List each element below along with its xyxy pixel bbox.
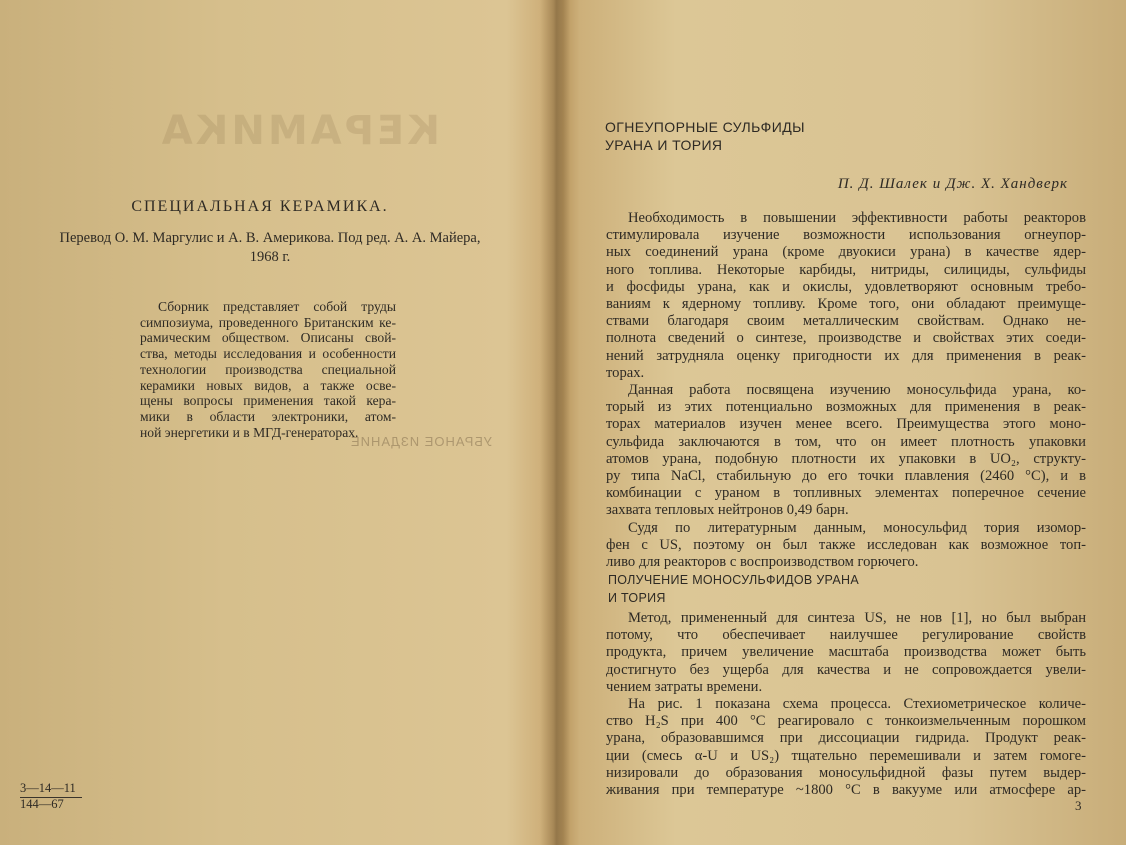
body-line: достигнуто без ущерба для качества и не сопровождается увели- bbox=[606, 661, 1086, 678]
annotation-line: рамическим обществом. Описаны свой- bbox=[140, 330, 396, 346]
body-line: и фосфиды урана, как и окислы, удовлетворяют основным требо- bbox=[606, 278, 1086, 295]
section-heading-line: ПОЛУЧЕНИЕ МОНОСУЛЬФИДОВ УРАНА bbox=[608, 573, 859, 587]
body-line: полнота сведений о синтезе, производстве и свойствах этих соеди- bbox=[606, 330, 1086, 347]
article-authors: П. Д. Шалек и Дж. Х. Хандверк bbox=[837, 176, 1068, 192]
body-line: ру типа NaCl, стабильную до его точки плавления (2460 °C), и в bbox=[606, 468, 1086, 485]
article-section-intro bbox=[606, 210, 1086, 571]
body-line: захвата тепловых нейтронов 0,49 барн. bbox=[606, 502, 849, 519]
annotation-line: керамики новых видов, а также осве- bbox=[140, 377, 396, 393]
body-line: нений затрудняла оценку пригодности их для применения в реак- bbox=[606, 347, 1086, 364]
body-line: Метод, примененный для синтеза US, не нов [1], но был выбран bbox=[628, 610, 1086, 626]
body-line: Судя по литературным данным, моносульфид тория изомор- bbox=[628, 519, 1086, 536]
body-line: ции (смесь α-U и US₂) тщательно перемешивали и затем гомоге- bbox=[606, 747, 1086, 764]
annotation bbox=[140, 299, 396, 440]
body-line: урана, образовавшимся при диссоциации гидрида. Продукт реак- bbox=[606, 730, 1086, 747]
body-line: атомов урана, подобную плотности их упаковки в UO₂, структу- bbox=[606, 450, 1086, 467]
annotation-line: ства, методы исследования и особенности bbox=[140, 346, 396, 362]
article-title bbox=[605, 118, 805, 154]
article-title-line: ОГНЕУПОРНЫЕ СУЛЬФИДЫ bbox=[605, 119, 805, 135]
body-line: ство H₂S при 400 °C реагировало с тонкоизмельченным порошком bbox=[606, 713, 1086, 730]
annotation-line: щены вопросы применения такой кера- bbox=[140, 393, 396, 409]
body-line: На рис. 1 показана схема процесса. Стехиометрическое количе- bbox=[628, 696, 1086, 713]
body-line: живания при температуре ~1800 °C в вакууме или атмосфере ар- bbox=[606, 782, 1086, 799]
show-through-stamp: УБРАНОЕ ИЗДАНИЕ bbox=[350, 434, 493, 449]
section-heading bbox=[608, 571, 859, 607]
annotation-line: технологии производства специальной bbox=[140, 361, 396, 377]
publication-year: 1968 г. bbox=[249, 249, 291, 265]
body-line: торах материалов изучен менее всего. Преимущества этого моно- bbox=[606, 416, 1086, 433]
body-line: ствами благодаря своим металлическим свойствам. Однако не- bbox=[606, 313, 1086, 330]
body-line: сульфида заключаются в том, что он имеет плотность упаковки bbox=[606, 433, 1086, 450]
body-line: низировали до образования моносульфидной фазы путем выдер- bbox=[606, 764, 1086, 781]
article-section-preparation bbox=[606, 610, 1086, 799]
article-title-line: УРАНА И ТОРИЯ bbox=[605, 137, 723, 153]
page-number: 3 bbox=[1075, 798, 1082, 813]
body-line: Необходимость в повышении эффективности работы реакторов bbox=[628, 210, 1086, 226]
section-heading-line: И ТОРИЯ bbox=[608, 591, 666, 605]
translators-block bbox=[20, 229, 520, 267]
body-line: Данная работа посвящена изучению моносульфида урана, ко- bbox=[628, 382, 1086, 399]
translators-line: Перевод О. М. Маргулис и А. В. Америкова. Под ред. А. А. Майера, bbox=[59, 230, 481, 246]
body-line: ваниям к ядерному топливу. Кроме того, они обладают преимуще- bbox=[606, 296, 1086, 313]
body-line: продукта, причем увеличение масштаба производства может быть bbox=[606, 644, 1086, 661]
body-line: потому, что обеспечивает наилучшее регулирование свойств bbox=[606, 627, 1086, 644]
body-line: торах. bbox=[606, 364, 645, 381]
body-line: чением затраты времени. bbox=[606, 678, 763, 695]
annotation-line: мики в области электроники, атом- bbox=[140, 408, 396, 424]
annotation-line: симпозиума, проведенного Британским ке- bbox=[140, 314, 396, 330]
left-page bbox=[0, 0, 552, 845]
body-line: фен с US, поэтому он был также исследован как возможное топ- bbox=[606, 536, 1086, 553]
body-line: ного топлива. Некоторые карбиды, нитриды, силициды, сульфиды bbox=[606, 261, 1086, 278]
body-line: комбинации с ураном в топливных элементах поперечное сечение bbox=[606, 485, 1086, 502]
annotation-line: ной энергетики и в МГД-генераторах. bbox=[140, 424, 359, 440]
annotation-line: Сборник представляет собой труды bbox=[158, 299, 396, 314]
book-title: СПЕЦИАЛЬНАЯ КЕРАМИКА. bbox=[131, 198, 389, 215]
body-line: торый из этих потенциально возможных для применения в реак- bbox=[606, 399, 1086, 416]
body-line: ливо для реакторов с воспроизводством горючего. bbox=[606, 554, 919, 571]
show-through-text: КЕРАМИКА bbox=[158, 108, 440, 154]
catalog-index-top: 3—14—11 bbox=[20, 781, 82, 798]
catalog-index-bottom: 144—67 bbox=[20, 797, 64, 811]
body-line: ных соединений урана (кроме двуокиси урана) в качестве ядер- bbox=[606, 244, 1086, 261]
body-line: стимулировала изучение возможности использования огнеупор- bbox=[606, 227, 1086, 244]
